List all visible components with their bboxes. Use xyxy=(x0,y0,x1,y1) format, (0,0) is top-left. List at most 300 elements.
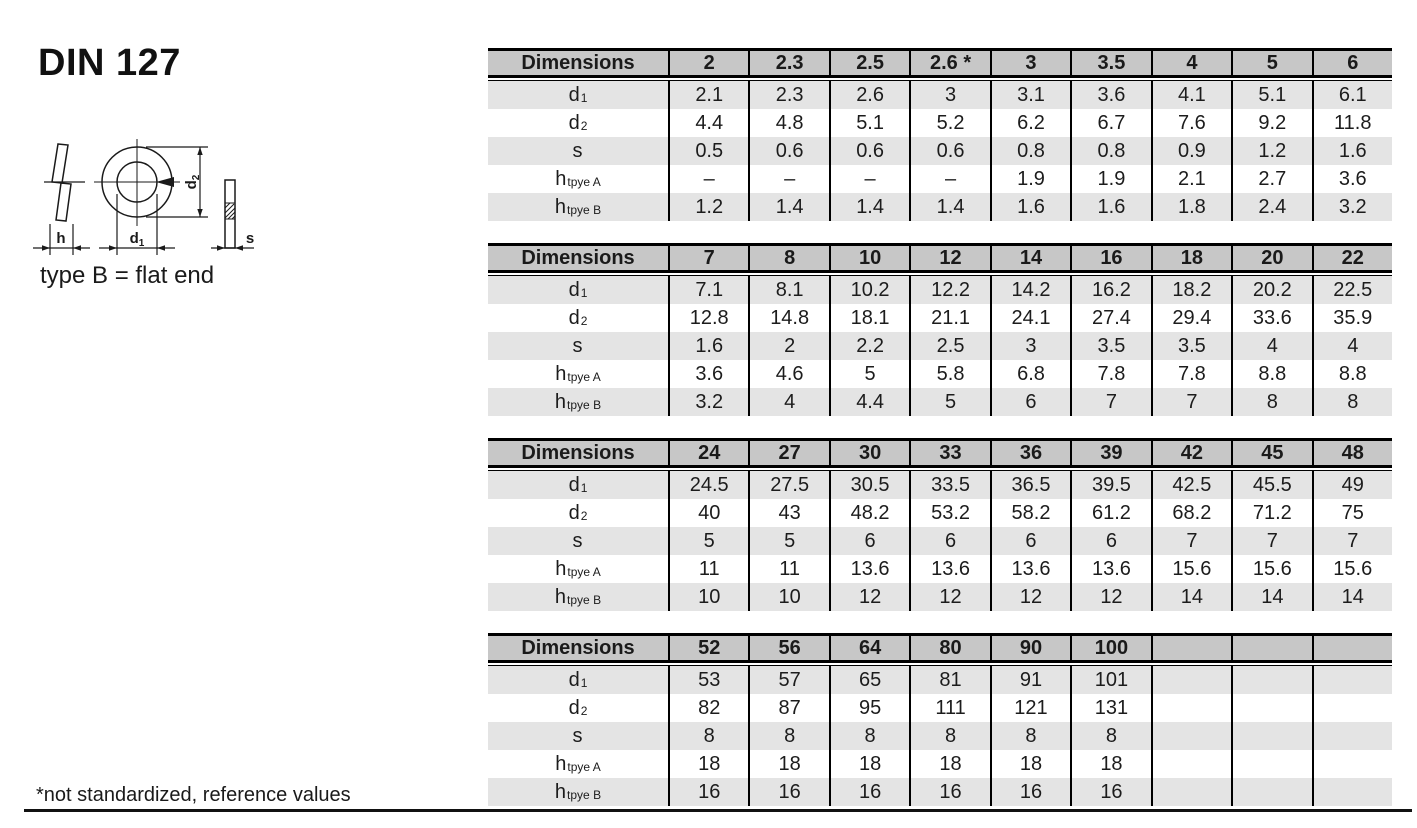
value-cell: 29.4 xyxy=(1151,304,1231,332)
table-header-size-cell: 6 xyxy=(1312,51,1392,75)
value-cell: 24.1 xyxy=(990,304,1070,332)
value-cell: 6 xyxy=(1070,527,1150,555)
table-row xyxy=(488,527,1392,555)
value-cell: 12 xyxy=(829,583,909,611)
value-cell: 87 xyxy=(748,694,828,722)
table-header-size-cell: 8 xyxy=(748,246,828,270)
value-cell: 1.4 xyxy=(909,193,989,221)
row-label-subscript: 2 xyxy=(580,314,588,328)
value-cell: 33.6 xyxy=(1231,304,1311,332)
value-cell: 6 xyxy=(909,527,989,555)
row-label-cell xyxy=(488,555,668,583)
table-header-size-cell: 5 xyxy=(1231,51,1311,75)
value-cell: 3.2 xyxy=(1312,193,1392,221)
row-label-subscript: tpye B xyxy=(567,203,602,217)
value-cell: 33.5 xyxy=(909,471,989,499)
row-label-base: s xyxy=(572,724,583,747)
value-cell: 111 xyxy=(909,694,989,722)
value-cell: 9.2 xyxy=(1231,109,1311,137)
row-label-base: h xyxy=(554,390,567,413)
value-cell: 8 xyxy=(990,722,1070,750)
value-cell xyxy=(1151,778,1231,806)
table-row xyxy=(488,499,1392,527)
table-header-size-cell xyxy=(1312,636,1392,660)
row-label-base: h xyxy=(555,167,567,190)
value-cell: 30.5 xyxy=(829,471,909,499)
value-cell: 13.6 xyxy=(909,555,989,583)
value-cell: 1.6 xyxy=(668,332,748,360)
value-cell: 91 xyxy=(990,666,1070,694)
value-cell: 49 xyxy=(1312,471,1392,499)
value-cell xyxy=(1151,750,1231,778)
table-row xyxy=(488,332,1392,360)
row-label-cell xyxy=(488,694,668,722)
value-cell: 14.8 xyxy=(748,304,828,332)
table-header-size-cell: 48 xyxy=(1312,441,1392,465)
value-cell: 20.2 xyxy=(1231,276,1311,304)
value-cell: 16 xyxy=(668,778,748,806)
table-header-size-cell: 90 xyxy=(990,636,1070,660)
value-cell: 18.2 xyxy=(1151,276,1231,304)
dimension-tables xyxy=(488,48,1392,828)
value-cell: 8 xyxy=(1070,722,1150,750)
value-cell: 14 xyxy=(1312,583,1392,611)
value-cell: 95 xyxy=(829,694,909,722)
value-cell: 7.1 xyxy=(668,276,748,304)
value-cell: 14 xyxy=(1151,583,1231,611)
value-cell: 16 xyxy=(990,778,1070,806)
d2-dimension-label: $d_2$ xyxy=(183,174,202,190)
value-cell xyxy=(1312,778,1392,806)
row-label-subscript: tpye A xyxy=(567,760,601,774)
row-label-cell xyxy=(488,165,668,193)
row-label-cell xyxy=(488,666,668,694)
value-cell: 11 xyxy=(668,555,748,583)
value-cell: 13.6 xyxy=(829,555,909,583)
value-cell: 7 xyxy=(1151,527,1231,555)
row-label-subscript: 1 xyxy=(580,676,588,690)
value-cell: 8.1 xyxy=(748,276,828,304)
value-cell: 27.5 xyxy=(748,471,828,499)
value-cell: 7 xyxy=(1070,388,1150,416)
value-cell: 75 xyxy=(1312,499,1392,527)
value-cell: 53.2 xyxy=(909,499,989,527)
table-header-size-cell: 2.5 xyxy=(829,51,909,75)
value-cell xyxy=(1151,722,1231,750)
value-cell xyxy=(1312,750,1392,778)
table-row xyxy=(488,778,1392,806)
table-header-size-cell: 12 xyxy=(909,246,989,270)
value-cell: 3.6 xyxy=(668,360,748,388)
row-label-subscript: 1 xyxy=(580,286,588,300)
value-cell: 4 xyxy=(748,388,828,416)
value-cell: 4.4 xyxy=(668,109,748,137)
washer-technical-drawing xyxy=(28,132,290,264)
table-header-size-cell: 24 xyxy=(668,441,748,465)
value-cell: 4 xyxy=(1231,332,1311,360)
value-cell: 43 xyxy=(748,499,828,527)
value-cell: – xyxy=(829,165,909,193)
value-cell: 5 xyxy=(829,360,909,388)
row-label-subscript: tpye B xyxy=(567,593,602,607)
dimensions-table-4 xyxy=(488,633,1392,806)
value-cell: 12 xyxy=(990,583,1070,611)
value-cell: 15.6 xyxy=(1312,555,1392,583)
table-row xyxy=(488,165,1392,193)
row-label-cell xyxy=(488,193,668,221)
value-cell: 12.2 xyxy=(909,276,989,304)
row-label-cell xyxy=(488,722,668,750)
value-cell: 14.2 xyxy=(990,276,1070,304)
footnote: *not standardized, reference values xyxy=(36,784,351,806)
row-label-base: d xyxy=(568,473,580,496)
table-header-dimensions-cell: Dimensions xyxy=(521,247,635,269)
value-cell: 8.8 xyxy=(1312,360,1392,388)
value-cell: 18 xyxy=(829,750,909,778)
value-cell: 35.9 xyxy=(1312,304,1392,332)
value-cell xyxy=(1231,722,1311,750)
value-cell: 16 xyxy=(748,778,828,806)
table-header-size-cell: 27 xyxy=(748,441,828,465)
value-cell: 3 xyxy=(990,332,1070,360)
table-row xyxy=(488,555,1392,583)
dimensions-table-2 xyxy=(488,243,1392,416)
table-header-row xyxy=(488,633,1392,663)
value-cell: 3.6 xyxy=(1070,81,1150,109)
table-header-size-cell: 14 xyxy=(990,246,1070,270)
value-cell: 18.1 xyxy=(829,304,909,332)
row-label-base: s xyxy=(572,334,583,357)
side-view xyxy=(44,144,85,221)
row-label-cell xyxy=(488,388,668,416)
value-cell: 13.6 xyxy=(990,555,1070,583)
value-cell xyxy=(1312,666,1392,694)
table-header-dimensions-cell: Dimensions xyxy=(521,442,635,464)
table-header-row xyxy=(488,438,1392,468)
row-label-base: s xyxy=(572,139,583,162)
value-cell: 7.6 xyxy=(1151,109,1231,137)
row-label-base: d xyxy=(568,668,580,691)
value-cell: 0.8 xyxy=(1070,137,1150,165)
value-cell: 21.1 xyxy=(909,304,989,332)
table-header-size-cell: 20 xyxy=(1231,246,1311,270)
value-cell: 131 xyxy=(1070,694,1150,722)
bottom-rule xyxy=(24,809,1412,812)
value-cell: 7.8 xyxy=(1070,360,1150,388)
value-cell: 1.4 xyxy=(748,193,828,221)
table-row xyxy=(488,109,1392,137)
value-cell: 40 xyxy=(668,499,748,527)
row-label-cell xyxy=(488,332,668,360)
value-cell: 5.1 xyxy=(829,109,909,137)
value-cell: 2 xyxy=(748,332,828,360)
value-cell: 42.5 xyxy=(1151,471,1231,499)
row-label-cell xyxy=(488,583,668,611)
value-cell: 6.2 xyxy=(990,109,1070,137)
table-header-size-cell: 22 xyxy=(1312,246,1392,270)
row-label-base: h xyxy=(555,362,567,385)
value-cell: 1.4 xyxy=(829,193,909,221)
table-row xyxy=(488,360,1392,388)
value-cell: 7.8 xyxy=(1151,360,1231,388)
table-header-size-cell xyxy=(1151,636,1231,660)
value-cell: 10 xyxy=(748,583,828,611)
row-label-cell xyxy=(488,527,668,555)
h-dimension-label: h xyxy=(56,230,66,247)
value-cell: – xyxy=(748,165,828,193)
value-cell: 12.8 xyxy=(668,304,748,332)
value-cell: 2.7 xyxy=(1231,165,1311,193)
value-cell: 8.8 xyxy=(1231,360,1311,388)
value-cell: 45.5 xyxy=(1231,471,1311,499)
page-title: DIN 127 xyxy=(38,42,181,84)
row-label-subscript: 2 xyxy=(580,509,588,523)
value-cell: 0.5 xyxy=(668,137,748,165)
row-label-cell xyxy=(488,778,668,806)
value-cell: 1.9 xyxy=(1070,165,1150,193)
table-header-size-cell: 30 xyxy=(829,441,909,465)
table-header-size-cell: 2.3 xyxy=(748,51,828,75)
value-cell: 13.6 xyxy=(1070,555,1150,583)
value-cell xyxy=(1151,694,1231,722)
value-cell: 18 xyxy=(668,750,748,778)
value-cell: 2.4 xyxy=(1231,193,1311,221)
table-header-size-cell: 56 xyxy=(748,636,828,660)
row-label-subscript: tpye A xyxy=(567,565,601,579)
table-row xyxy=(488,666,1392,694)
row-label-subscript: 2 xyxy=(580,704,588,718)
row-label-subscript: tpye B xyxy=(567,788,602,802)
table-header-size-cell: 3.5 xyxy=(1070,51,1150,75)
value-cell: 6.8 xyxy=(990,360,1070,388)
value-cell: 3.1 xyxy=(990,81,1070,109)
value-cell: 12 xyxy=(909,583,989,611)
value-cell: 39.5 xyxy=(1070,471,1150,499)
value-cell: 2.5 xyxy=(909,332,989,360)
value-cell xyxy=(1312,694,1392,722)
table-header-size-cell: 18 xyxy=(1151,246,1231,270)
value-cell: 3.5 xyxy=(1151,332,1231,360)
table-row xyxy=(488,81,1392,109)
value-cell: 11 xyxy=(748,555,828,583)
row-label-base: d xyxy=(568,278,580,301)
value-cell: 1.6 xyxy=(1070,193,1150,221)
value-cell: 15.6 xyxy=(1151,555,1231,583)
value-cell xyxy=(1231,666,1311,694)
value-cell: 0.6 xyxy=(829,137,909,165)
row-label-base: h xyxy=(555,557,567,580)
value-cell: 5 xyxy=(748,527,828,555)
value-cell xyxy=(1231,694,1311,722)
section-view xyxy=(225,180,235,248)
row-label-subscript: 1 xyxy=(580,481,588,495)
value-cell: 18 xyxy=(748,750,828,778)
value-cell: 4 xyxy=(1312,332,1392,360)
value-cell: 1.6 xyxy=(990,193,1070,221)
value-cell: 4.4 xyxy=(829,388,909,416)
table-header-size-cell: 33 xyxy=(909,441,989,465)
h-dimension xyxy=(33,224,90,255)
table-header-size-cell: 52 xyxy=(668,636,748,660)
value-cell: 61.2 xyxy=(1070,499,1150,527)
value-cell: 16 xyxy=(829,778,909,806)
value-cell xyxy=(1231,750,1311,778)
value-cell: 6 xyxy=(990,388,1070,416)
row-label-cell xyxy=(488,304,668,332)
value-cell: 2.1 xyxy=(668,81,748,109)
table-header-size-cell: 3 xyxy=(990,51,1070,75)
table-body xyxy=(488,275,1392,416)
value-cell: 18 xyxy=(909,750,989,778)
value-cell: 15.6 xyxy=(1231,555,1311,583)
table-header-row xyxy=(488,243,1392,273)
value-cell: 2.3 xyxy=(748,81,828,109)
value-cell: 10.2 xyxy=(829,276,909,304)
value-cell: 3.6 xyxy=(1312,165,1392,193)
value-cell: 8 xyxy=(748,722,828,750)
table-row xyxy=(488,193,1392,221)
value-cell: 16 xyxy=(909,778,989,806)
value-cell: 8 xyxy=(668,722,748,750)
value-cell: 8 xyxy=(909,722,989,750)
value-cell: 0.8 xyxy=(990,137,1070,165)
value-cell: 10 xyxy=(668,583,748,611)
table-header-size-cell: 39 xyxy=(1070,441,1150,465)
value-cell: 16 xyxy=(1070,778,1150,806)
value-cell: 5 xyxy=(668,527,748,555)
value-cell: 27.4 xyxy=(1070,304,1150,332)
s-dimension xyxy=(211,230,254,251)
table-row xyxy=(488,276,1392,304)
table-row xyxy=(488,137,1392,165)
value-cell: 2.1 xyxy=(1151,165,1231,193)
value-cell: 65 xyxy=(829,666,909,694)
value-cell xyxy=(1312,722,1392,750)
value-cell xyxy=(1231,778,1311,806)
table-header-size-cell: 45 xyxy=(1231,441,1311,465)
table-row xyxy=(488,583,1392,611)
value-cell: 48.2 xyxy=(829,499,909,527)
row-label-base: h xyxy=(555,752,567,775)
table-header-size-cell xyxy=(1231,636,1311,660)
value-cell: 0.6 xyxy=(748,137,828,165)
value-cell: 1.2 xyxy=(1231,137,1311,165)
value-cell: 5 xyxy=(909,388,989,416)
row-label-subscript: 2 xyxy=(580,119,588,133)
value-cell: 3.5 xyxy=(1070,332,1150,360)
value-cell: 36.5 xyxy=(990,471,1070,499)
value-cell: 82 xyxy=(668,694,748,722)
row-label-base: h xyxy=(554,780,567,803)
row-label-base: s xyxy=(572,529,583,552)
s-dimension-label: s xyxy=(245,230,255,247)
front-view xyxy=(94,139,180,226)
value-cell: 5.2 xyxy=(909,109,989,137)
value-cell: 1.8 xyxy=(1151,193,1231,221)
value-cell: 57 xyxy=(748,666,828,694)
row-label-subscript: tpye B xyxy=(567,398,602,412)
value-cell: 24.5 xyxy=(668,471,748,499)
value-cell: 6.1 xyxy=(1312,81,1392,109)
row-label-cell xyxy=(488,137,668,165)
value-cell: 7 xyxy=(1312,527,1392,555)
value-cell: 3.2 xyxy=(668,388,748,416)
value-cell: 5.1 xyxy=(1231,81,1311,109)
value-cell: 101 xyxy=(1070,666,1150,694)
row-label-cell xyxy=(488,750,668,778)
value-cell: 121 xyxy=(990,694,1070,722)
row-label-subscript: tpye A xyxy=(567,175,601,189)
value-cell: 18 xyxy=(1070,750,1150,778)
row-label-base: d xyxy=(568,501,580,524)
table-header-size-cell: 4 xyxy=(1151,51,1231,75)
row-label-cell xyxy=(488,81,668,109)
value-cell: 0.6 xyxy=(909,137,989,165)
table-body xyxy=(488,470,1392,611)
value-cell: 1.6 xyxy=(1312,137,1392,165)
table-header-dimensions-cell: Dimensions xyxy=(521,52,635,74)
table-row xyxy=(488,722,1392,750)
table-header-row xyxy=(488,48,1392,78)
table-body xyxy=(488,80,1392,221)
table-header-size-cell: 16 xyxy=(1070,246,1150,270)
value-cell: 16.2 xyxy=(1070,276,1150,304)
dimensions-table-3 xyxy=(488,438,1392,611)
value-cell: 5.8 xyxy=(909,360,989,388)
value-cell: 1.9 xyxy=(990,165,1070,193)
table-header-size-cell: 36 xyxy=(990,441,1070,465)
row-label-base: d xyxy=(568,306,580,329)
d1-dimension-label: $d_1$ xyxy=(129,230,145,249)
row-label-cell xyxy=(488,276,668,304)
value-cell: 81 xyxy=(909,666,989,694)
value-cell: 7 xyxy=(1151,388,1231,416)
value-cell: – xyxy=(909,165,989,193)
table-header-size-cell: 42 xyxy=(1151,441,1231,465)
table-body xyxy=(488,665,1392,806)
row-label-cell xyxy=(488,499,668,527)
value-cell: 12 xyxy=(1070,583,1150,611)
table-header-dimensions-cell: Dimensions xyxy=(521,637,635,659)
value-cell: 14 xyxy=(1231,583,1311,611)
table-header-size-cell: 64 xyxy=(829,636,909,660)
table-header-size-cell: 2.6 * xyxy=(909,51,989,75)
value-cell: – xyxy=(668,165,748,193)
value-cell: 8 xyxy=(829,722,909,750)
value-cell: 6 xyxy=(990,527,1070,555)
table-row xyxy=(488,304,1392,332)
value-cell: 6 xyxy=(829,527,909,555)
table-header-size-cell: 100 xyxy=(1070,636,1150,660)
value-cell: 7 xyxy=(1231,527,1311,555)
table-row xyxy=(488,694,1392,722)
table-header-size-cell: 7 xyxy=(668,246,748,270)
value-cell: 22.5 xyxy=(1312,276,1392,304)
value-cell: 53 xyxy=(668,666,748,694)
value-cell: 18 xyxy=(990,750,1070,778)
value-cell: 8 xyxy=(1312,388,1392,416)
value-cell: 2.2 xyxy=(829,332,909,360)
value-cell: 4.1 xyxy=(1151,81,1231,109)
value-cell: 4.8 xyxy=(748,109,828,137)
row-label-cell xyxy=(488,471,668,499)
row-label-base: h xyxy=(554,195,567,218)
table-row xyxy=(488,471,1392,499)
row-label-base: d xyxy=(568,696,580,719)
table-row xyxy=(488,388,1392,416)
value-cell: 2.6 xyxy=(829,81,909,109)
table-header-size-cell: 80 xyxy=(909,636,989,660)
